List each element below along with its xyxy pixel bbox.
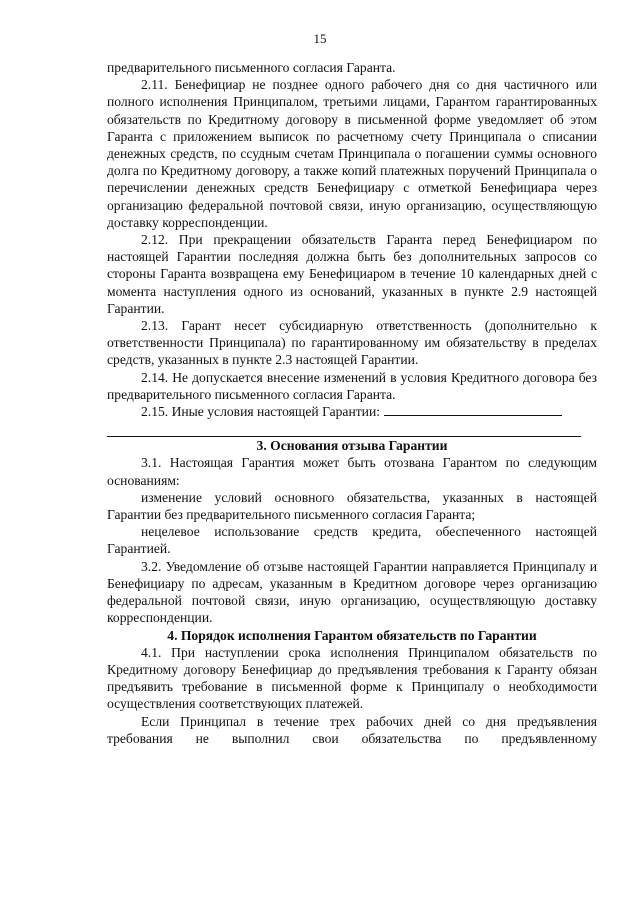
paragraph-2-11: 2.11. Бенефициар не позднее одного рабочего дня со дня частичного или полного исполнения Принципалом, третьими лицами, Гарантом гарантированных обязательств по Кредитному договору в письменной форме уведомляет об этом Гаранта с приложением выписок по расчетному счету Принципала о списании денежных средств, по ссудным счетам Принципала о погашении суммы основного долга по Кредитному договору, а также копий платежных поручений Принципала о перечислении денежных средств Бенефициару с отметкой Бенефициара через организацию федеральной почтовой связи, иную организацию, осуществляющую доставку корреспонденции. — [107, 77, 597, 230]
paragraph-2-14: 2.14. Не допускается внесение изменений в условия Кредитного договора без предварительного письменного согласия Гаранта. — [107, 369, 597, 402]
paragraph-2-13: 2.13. Гарант несет субсидиарную ответственность (дополнительно к ответственности Принципала) по гарантированному им обязательству в пределах средств, указанных в пункте 2.3 настоящей Гарантии. — [107, 318, 597, 368]
paragraph-3-1-a: изменение условий основного обязательства, указанных в настоящей Гарантии без предварительного письменного согласия Гаранта; — [107, 489, 597, 523]
section-3-title: 3. Основания отзыва Гарантии — [256, 438, 448, 454]
paragraph-3-2: 3.2. Уведомление об отзыве настоящей Гарантии направляется Принципалу и Бенефициару по адресам, указанным в Кредитном договоре через организацию федеральной почтовой связи, иную организацию, осуществляющую доставку корреспонденции. — [107, 558, 597, 626]
paragraph-2-15-text: 2.15. Иные условия настоящей Гарантии: — [141, 404, 380, 420]
paragraph-continuation: предварительного письменного согласия Гаранта. — [107, 60, 396, 75]
paragraph-3-1-b: нецелевое использование средств кредита, обеспеченного настоящей Гарантией. — [107, 524, 597, 557]
fill-in-line — [384, 403, 562, 416]
paragraph-2-12: 2.12. При прекращении обязательств Гаранта перед Бенефициаром по настоящей Гарантии последняя должна быть без дополнительных запросов со стороны Гаранта возвращена ему Бенефициаром в течение 10 календарных дней с момента наступления одного из оснований, указанных в пункте 2.9 настоящей Гарантии. — [107, 232, 597, 316]
paragraph-4-1-b: Если Принципал в течение трех рабочих дней со дня предъявления требования не выполнил свои обязательства по предъявленному — [107, 713, 597, 746]
paragraph-2-15 — [107, 403, 597, 420]
section-4-title: 4. Порядок исполнения Гарантом обязательств по Гарантии — [167, 627, 537, 643]
page-number: 15 — [313, 31, 327, 46]
document-body — [107, 59, 597, 747]
fill-in-line-full — [107, 420, 581, 437]
paragraph-3-1: 3.1. Настоящая Гарантия может быть отозвана Гарантом по следующим основаниям: — [107, 455, 597, 488]
paragraph-4-1: 4.1. При наступлении срока исполнения Принципалом обязательств по Кредитному договору Бенефициар до предъявления требования к Гаранту обязан предъявить требование в письменной форме к Принципалу о необходимости осуществления соответствующих платежей. — [107, 644, 597, 712]
